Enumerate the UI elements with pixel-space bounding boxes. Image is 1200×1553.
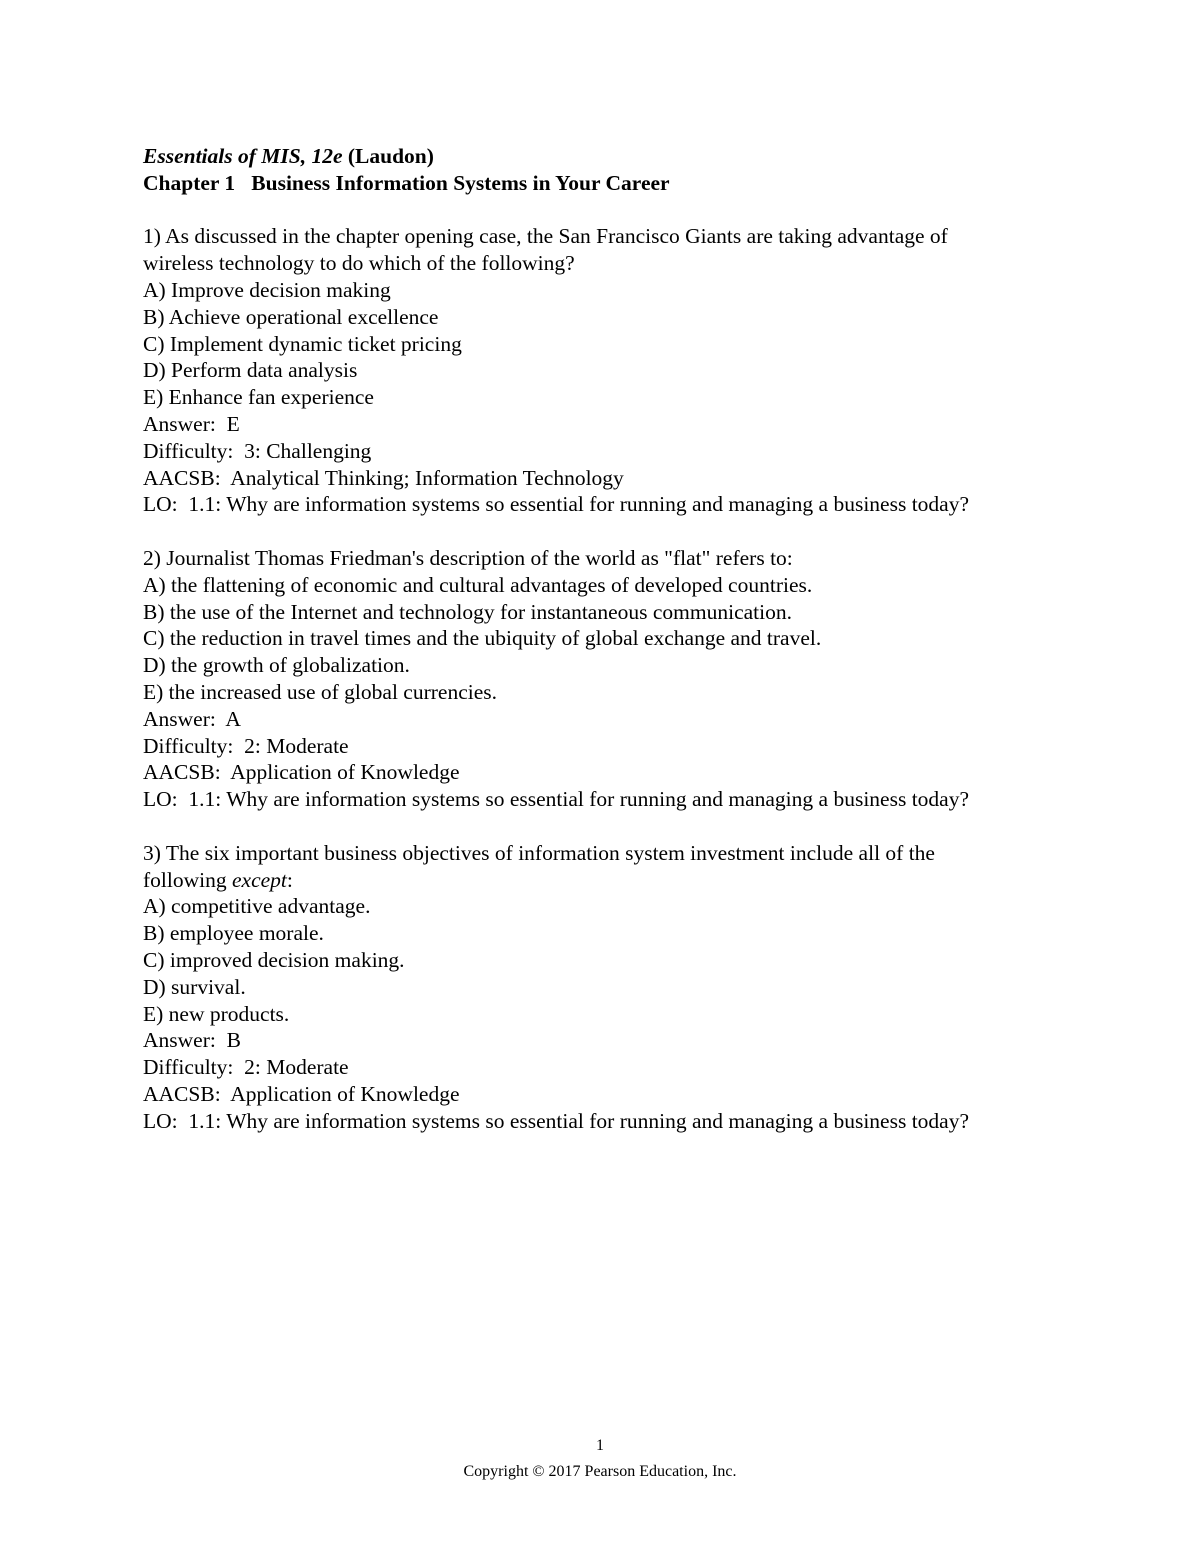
answer: Answer: A xyxy=(143,706,241,731)
answer: Answer: B xyxy=(143,1028,241,1053)
difficulty: Difficulty: 3: Challenging xyxy=(143,438,372,463)
stem-emphasis: except xyxy=(231,867,287,892)
book-title: Essentials of MIS, 12e xyxy=(143,144,343,168)
option-c: C) the reduction in travel times and the ubiquity of global exchange and travel. xyxy=(143,626,822,651)
option-a: A) competitive advantage. xyxy=(143,894,371,919)
option-c: C) Implement dynamic ticket pricing xyxy=(143,331,462,356)
option-d: D) survival. xyxy=(143,974,246,999)
difficulty: Difficulty: 2: Moderate xyxy=(143,733,349,758)
option-d: D) the growth of globalization. xyxy=(143,653,410,678)
option-b: B) employee morale. xyxy=(143,921,324,946)
option-a: A) the flattening of economic and cultural advantages of developed countries. xyxy=(143,572,813,597)
aacsb: AACSB: Application of Knowledge xyxy=(143,760,460,785)
option-b: B) the use of the Internet and technology for instantaneous communication. xyxy=(143,599,792,624)
book-title-line xyxy=(143,143,1083,170)
question-2 xyxy=(143,545,1083,813)
learning-objective: LO: 1.1: Why are information systems so essential for running and managing a business today? xyxy=(143,1108,969,1133)
answer: Answer: E xyxy=(143,411,240,436)
question-1 xyxy=(143,223,1083,518)
copyright-notice: Copyright © 2017 Pearson Education, Inc. xyxy=(463,1463,737,1480)
document-body xyxy=(143,143,1083,1134)
learning-objective: LO: 1.1: Why are information systems so essential for running and managing a business today? xyxy=(143,787,969,812)
learning-objective: LO: 1.1: Why are information systems so essential for running and managing a business today? xyxy=(143,492,969,517)
question-3 xyxy=(143,840,1083,1135)
difficulty: Difficulty: 2: Moderate xyxy=(143,1055,349,1080)
option-a: A) Improve decision making xyxy=(143,277,391,302)
aacsb: AACSB: Application of Knowledge xyxy=(143,1081,460,1106)
question-stem: 2) Journalist Thomas Friedman's description of the world as "flat" refers to: xyxy=(143,545,793,570)
stem-suffix: : xyxy=(286,867,293,892)
book-author: (Laudon) xyxy=(342,144,434,168)
question-stem: 3) The six important business objectives of information system investment include all of the xyxy=(143,840,935,865)
stem-prefix: following xyxy=(143,867,232,892)
option-b: B) Achieve operational excellence xyxy=(143,304,439,329)
chapter-title: Chapter 1 Business Information Systems in Your Career xyxy=(143,170,670,195)
question-stem: 1) As discussed in the chapter opening case, the San Francisco Giants are taking advantage of xyxy=(143,224,948,249)
option-d: D) Perform data analysis xyxy=(143,358,358,383)
question-stem-continued: wireless technology to do which of the following? xyxy=(143,251,575,276)
option-e: E) Enhance fan experience xyxy=(143,385,374,410)
option-e: E) new products. xyxy=(143,1001,290,1026)
aacsb: AACSB: Analytical Thinking; Information Technology xyxy=(143,465,624,490)
page-number: 1 xyxy=(596,1437,604,1454)
question-stem-continued xyxy=(143,867,1083,894)
option-e: E) the increased use of global currencies. xyxy=(143,679,497,704)
option-c: C) improved decision making. xyxy=(143,947,405,972)
